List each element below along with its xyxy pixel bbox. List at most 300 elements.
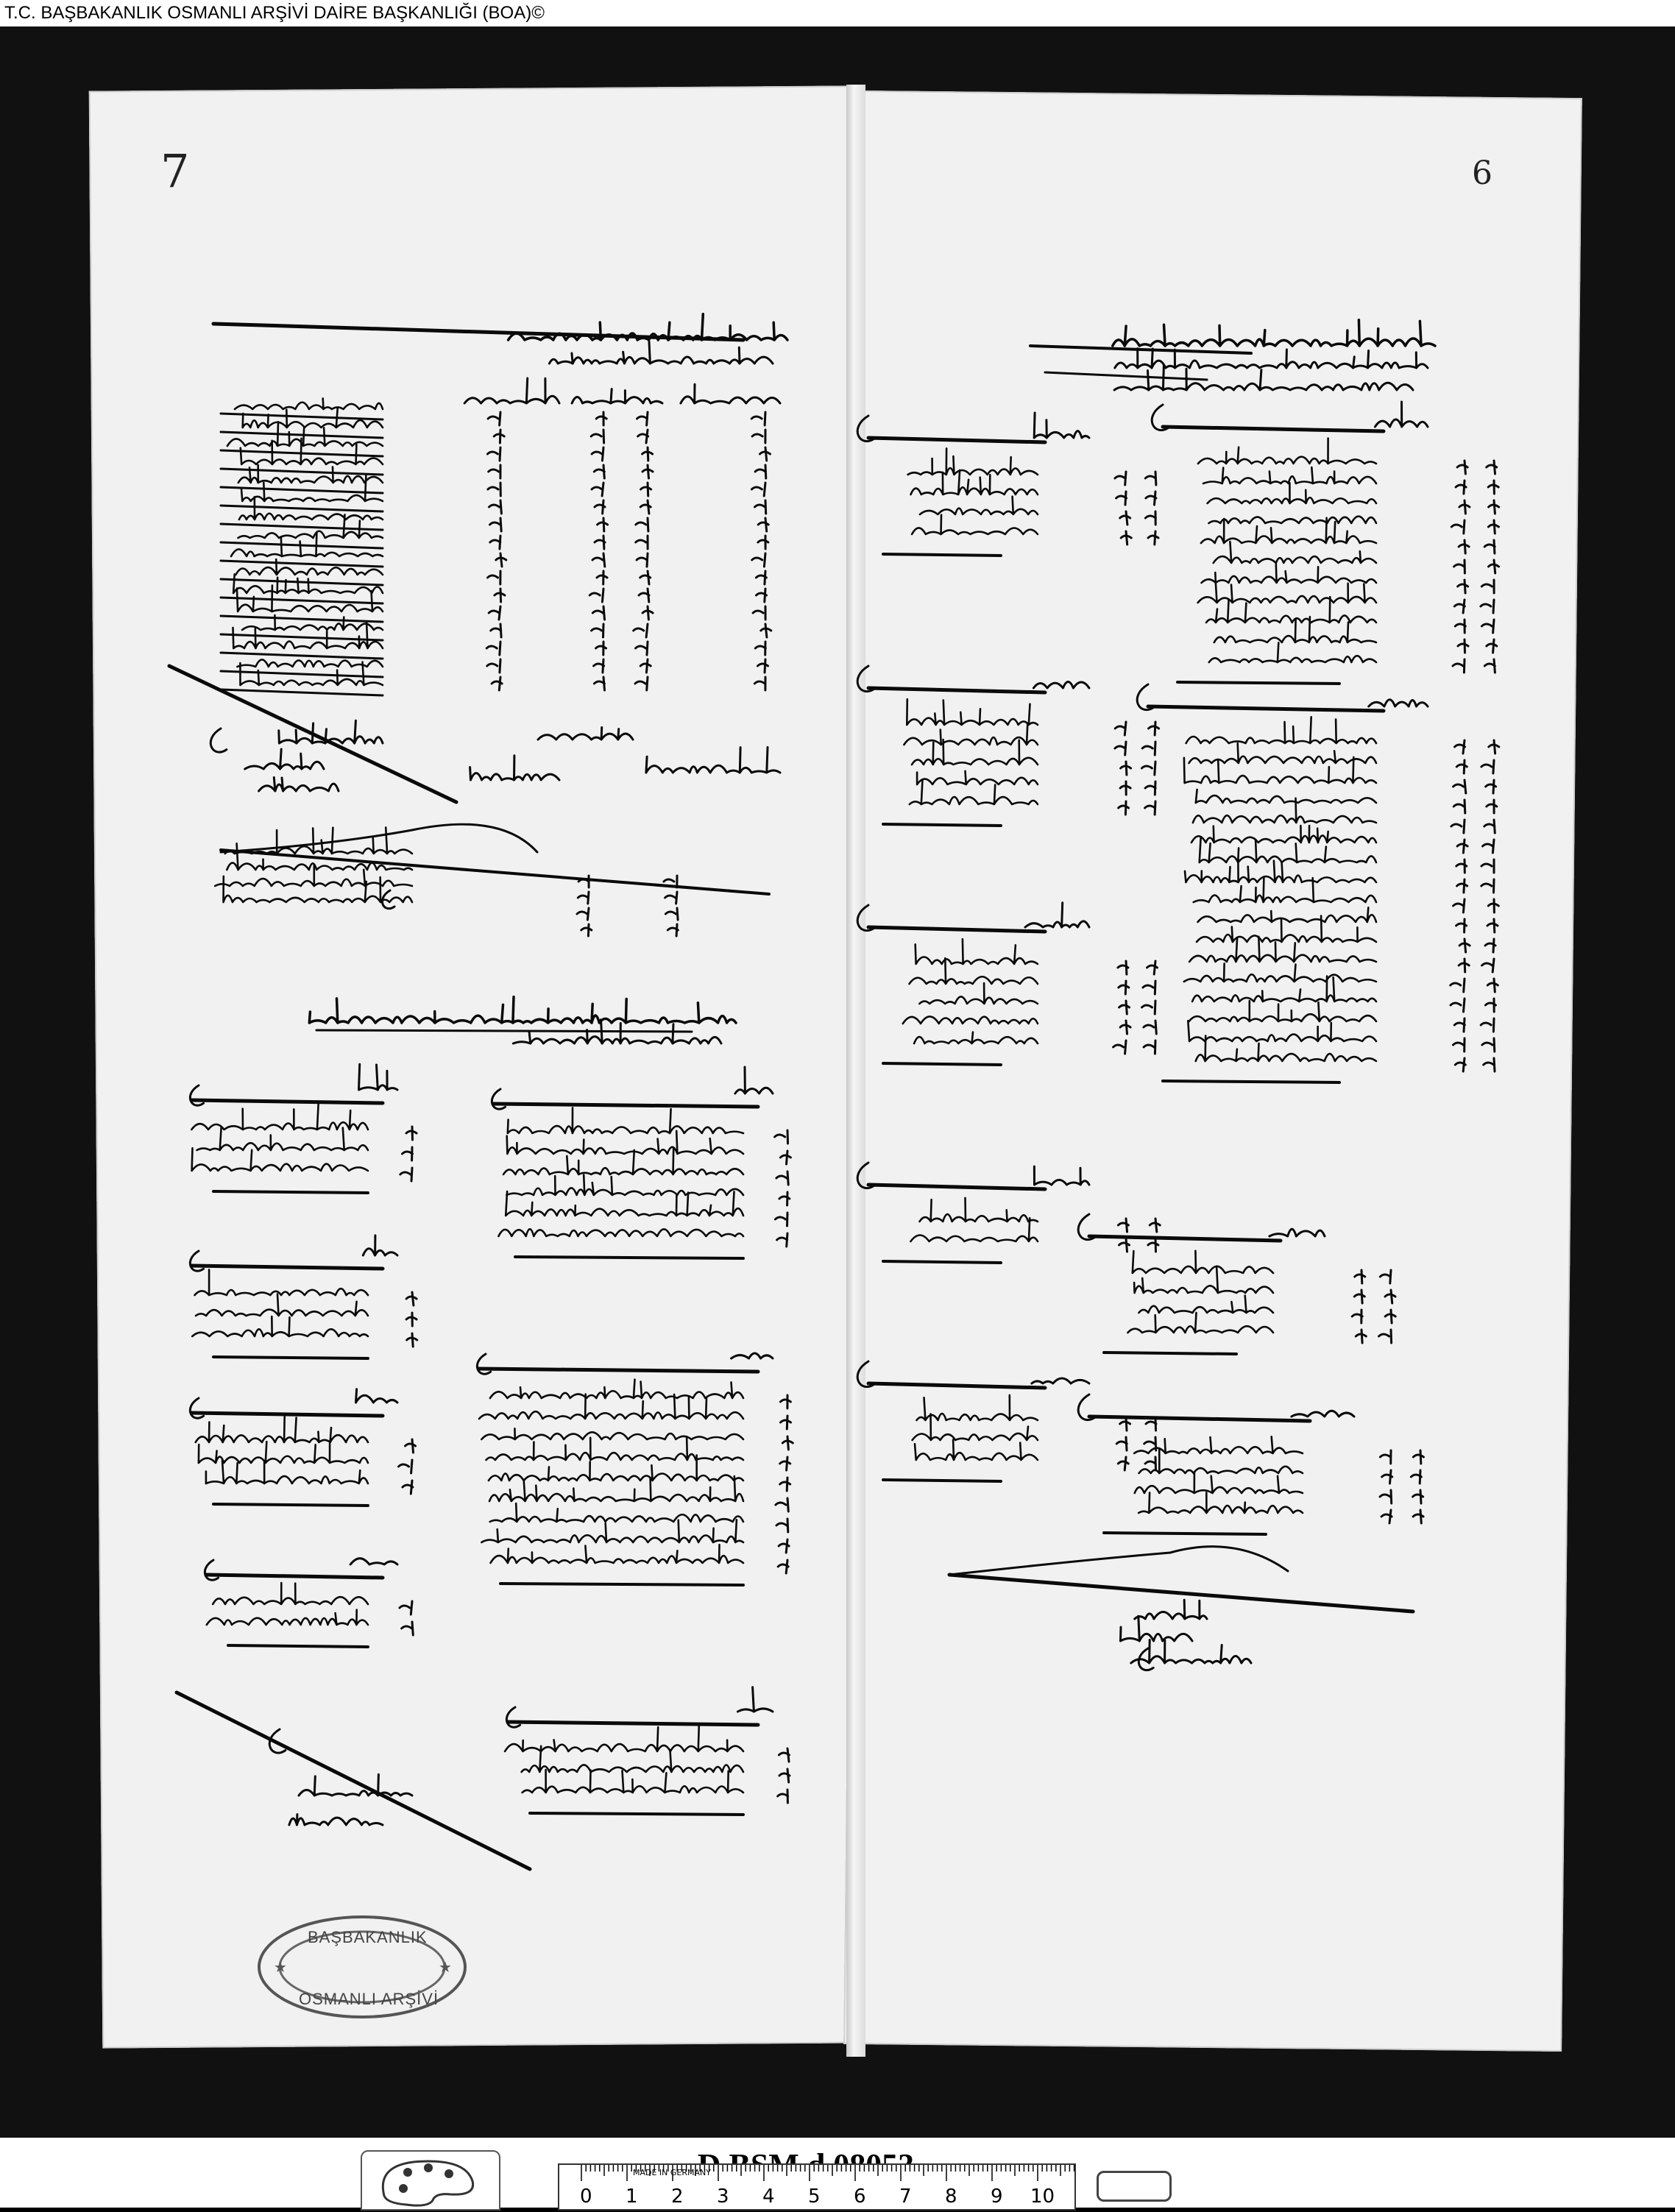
handwriting-line xyxy=(1134,1268,1273,1293)
ruled-line xyxy=(221,487,383,493)
handwriting-line xyxy=(207,1610,368,1625)
handwriting-line xyxy=(735,1067,773,1093)
ledger-figure xyxy=(1380,1270,1391,1283)
handwriting-line xyxy=(1189,1001,1377,1021)
handwriting-line xyxy=(490,1503,743,1522)
ledger-figure xyxy=(494,430,504,443)
ledger-figure xyxy=(594,677,604,690)
ledger-figure xyxy=(1356,1330,1366,1343)
handwriting-line xyxy=(915,1440,1038,1461)
ruled-line xyxy=(949,1575,1413,1612)
ledger-figure xyxy=(1481,1018,1494,1032)
ledger-figure xyxy=(1451,520,1465,533)
ledger-figure xyxy=(1148,531,1158,545)
handwriting-line xyxy=(197,1128,368,1150)
ruled-line xyxy=(868,927,1045,932)
ruled-line xyxy=(213,1191,368,1193)
ledger-figure xyxy=(1385,1290,1395,1303)
handwriting-line xyxy=(732,1353,773,1358)
ruler-number: 9 xyxy=(991,2186,1003,2208)
handwriting-line xyxy=(1208,483,1376,503)
ledger-figure xyxy=(496,553,506,567)
flourish xyxy=(477,1354,490,1374)
ledger-figure xyxy=(596,412,606,425)
handwriting-line xyxy=(1198,439,1376,464)
ledger-figure xyxy=(778,1790,788,1803)
ledger-figure xyxy=(1485,999,1495,1012)
ruled-line xyxy=(191,1266,383,1269)
handwriting-line xyxy=(481,1520,743,1542)
handwriting-line xyxy=(289,1815,383,1825)
ledger-figure xyxy=(780,1151,790,1164)
ledger-figure xyxy=(592,624,603,637)
ledger-figure xyxy=(1142,1001,1156,1014)
ruled-line xyxy=(883,1480,1001,1481)
ruled-line xyxy=(221,616,383,622)
flourish xyxy=(506,1707,520,1727)
handwriting-line xyxy=(919,983,1038,1004)
handwriting-line xyxy=(1113,320,1435,346)
ledger-figure xyxy=(1459,959,1469,972)
ledger-figure xyxy=(1119,1238,1130,1252)
ledger-figure xyxy=(1484,1058,1495,1071)
ledger-figure xyxy=(752,430,765,443)
handwriting-line xyxy=(508,1107,743,1133)
ruled-line xyxy=(221,524,383,530)
ledger-figure xyxy=(775,1130,788,1144)
ledger-figure xyxy=(399,1460,413,1473)
ledger-figure xyxy=(1145,1457,1155,1470)
palette-icon xyxy=(362,2152,499,2209)
handwriting-line xyxy=(1208,517,1376,523)
ruled-line xyxy=(191,1413,383,1416)
ledger-figure xyxy=(1115,722,1126,735)
handwriting-line xyxy=(1135,1600,1207,1619)
ledger-figure xyxy=(756,571,766,584)
ledger-figure xyxy=(1481,600,1494,613)
ledger-figure xyxy=(760,447,771,461)
flourish xyxy=(210,729,227,752)
ledger-figure xyxy=(634,624,648,637)
ledger-figure xyxy=(1456,919,1467,932)
ledger-figure xyxy=(1484,820,1495,833)
ledger-figure xyxy=(1457,879,1467,893)
ruler-number: 10 xyxy=(1030,2186,1055,2208)
ledger-figure xyxy=(407,1333,417,1347)
handwriting-line xyxy=(913,1414,1038,1440)
right-folio-number: 6 xyxy=(1472,155,1492,192)
ruled-line xyxy=(1089,1236,1281,1241)
ledger-figure xyxy=(490,518,502,531)
ledger-figure xyxy=(1119,1001,1130,1014)
handwriting-line xyxy=(490,1380,743,1398)
handwriting-line xyxy=(470,756,559,780)
ruler-number: 1 xyxy=(626,2186,638,2208)
handwriting-line xyxy=(1375,402,1428,427)
ledger-figure xyxy=(781,1416,791,1429)
ledger-figure xyxy=(641,483,651,496)
ledger-figure xyxy=(780,1478,790,1491)
ledger-figure xyxy=(1453,800,1465,813)
flourish xyxy=(190,1085,203,1105)
handwriting-line xyxy=(1269,1229,1325,1236)
ledger-figure xyxy=(1455,740,1465,754)
ledger-figure xyxy=(776,1498,788,1511)
ruled-line xyxy=(221,690,383,695)
ledger-figure xyxy=(1455,1058,1465,1071)
ledger-figure xyxy=(1413,1450,1423,1464)
ledger-figure xyxy=(1121,531,1131,545)
handwriting-line xyxy=(903,1016,1038,1024)
handwriting-line xyxy=(1138,1492,1303,1513)
ledger-figure xyxy=(1456,760,1467,773)
ledger-figure xyxy=(1484,659,1495,673)
ruler-number: 6 xyxy=(854,2186,866,2208)
handwriting-line xyxy=(737,1687,773,1712)
ledger-figure xyxy=(577,908,589,920)
handwriting-line xyxy=(917,1395,1038,1420)
ledger-figure xyxy=(1144,1021,1156,1034)
ledger-figure xyxy=(1481,580,1494,593)
ledger-figure xyxy=(578,892,589,904)
ledger-figure xyxy=(637,553,648,567)
ledger-figure xyxy=(1146,492,1156,505)
handwriting-line xyxy=(192,1148,368,1171)
ledger-figure xyxy=(1481,879,1494,893)
handwriting-line xyxy=(549,341,773,364)
handwriting-line xyxy=(479,1394,743,1419)
handwriting-line xyxy=(681,384,780,403)
ledger-figure xyxy=(1454,1018,1465,1032)
ledger-figure xyxy=(1380,1490,1392,1503)
ledger-figure xyxy=(1483,840,1495,853)
ruled-line xyxy=(515,1257,743,1258)
handwriting-line xyxy=(1214,542,1376,563)
ledger-figure xyxy=(758,518,768,531)
ruled-line xyxy=(883,554,1001,556)
ledger-figure xyxy=(1120,781,1130,795)
handwriting-line xyxy=(1202,564,1377,583)
ledger-figure xyxy=(1118,961,1128,974)
handwriting-line xyxy=(917,771,1038,784)
ledger-figure xyxy=(400,1168,412,1181)
ledger-figure xyxy=(642,606,653,620)
archive-label: T.C. BAŞBAKANLIK OSMANLI ARŞİVİ DAİRE BAŞKANLIĞI (BOA)© xyxy=(4,3,545,23)
ledger-figure xyxy=(592,606,604,620)
ledger-figure xyxy=(1458,639,1468,653)
handwriting-line xyxy=(464,378,559,403)
ledger-figure xyxy=(492,677,502,690)
handwriting-line xyxy=(523,1770,743,1793)
ledger-figure xyxy=(1385,1310,1395,1323)
handwriting-line xyxy=(1025,903,1089,927)
ledger-figure xyxy=(761,624,771,637)
ledger-figure xyxy=(1120,1021,1130,1034)
handwriting-line xyxy=(356,1389,398,1403)
ruled-line xyxy=(191,1100,383,1103)
ledger-figure xyxy=(755,500,766,514)
handwriting-line xyxy=(912,515,1038,534)
handwriting-line xyxy=(1184,963,1376,982)
ledger-figure xyxy=(776,1171,788,1185)
flourish xyxy=(205,1560,218,1580)
handwriting-line xyxy=(1191,826,1376,843)
ledger-figure xyxy=(1458,580,1468,593)
paper-clip-icon xyxy=(1097,2171,1172,2202)
ledger-figure xyxy=(495,589,505,602)
ledger-figure xyxy=(1120,1417,1130,1431)
ruled-line xyxy=(213,324,743,340)
ledger-figure xyxy=(1116,1437,1127,1450)
handwriting-line xyxy=(192,1316,368,1336)
handwriting-line xyxy=(920,1198,1038,1222)
ruled-line xyxy=(1089,1417,1310,1421)
ruler-number: 7 xyxy=(899,2186,912,2208)
ledger-figure xyxy=(1379,1330,1392,1343)
ledger-figure xyxy=(488,412,500,425)
handwriting-line xyxy=(491,1545,744,1563)
ledger-figure xyxy=(640,571,651,584)
ledger-figure xyxy=(1481,859,1494,873)
handwriting-line xyxy=(1203,467,1376,483)
ledger-figure xyxy=(1118,1457,1128,1470)
handwriting-line xyxy=(1133,1251,1273,1273)
ledger-figure xyxy=(782,1436,793,1450)
ruled-line xyxy=(1178,682,1339,684)
ledger-figure xyxy=(1454,600,1465,613)
handwriting-line xyxy=(363,1236,397,1255)
ledger-figure xyxy=(1457,840,1467,853)
handwriting-line xyxy=(646,748,780,773)
ledger-figure xyxy=(752,553,765,567)
ledger-figure xyxy=(780,1457,790,1470)
handwriting-line xyxy=(245,749,324,769)
ledger-figure xyxy=(636,518,648,531)
ledger-figure xyxy=(1489,500,1499,514)
ledger-figure xyxy=(403,1481,413,1494)
ledger-figure xyxy=(779,1192,790,1205)
ledger-figure xyxy=(1481,760,1494,773)
ledger-figure xyxy=(1488,899,1498,912)
ledger-figure xyxy=(591,430,603,443)
ledger-figure xyxy=(1485,939,1495,952)
ledger-figure xyxy=(1411,1470,1421,1483)
ledger-figure xyxy=(489,465,500,478)
ledger-figure xyxy=(1115,472,1126,485)
ledger-figure xyxy=(1457,461,1467,474)
ledger-figure xyxy=(1487,639,1497,653)
ledger-figure xyxy=(640,500,651,514)
ledger-figure xyxy=(776,1519,788,1532)
ruled-line xyxy=(883,824,1001,826)
handwriting-line xyxy=(1135,1472,1303,1493)
handwriting-line xyxy=(506,1175,743,1195)
measuring-ruler xyxy=(558,2163,1076,2211)
handwriting-line xyxy=(1138,1296,1273,1314)
ledger-figure xyxy=(665,908,678,920)
ruled-line xyxy=(478,1369,758,1372)
ledger-figure xyxy=(758,536,768,549)
archive-stamp xyxy=(255,1912,470,2022)
ledger-figure xyxy=(1120,511,1130,525)
ledger-figure xyxy=(1145,801,1155,815)
handwriting-line xyxy=(1198,583,1376,603)
ruled-line xyxy=(221,598,383,603)
ledger-figure xyxy=(1121,762,1131,775)
ledger-figure xyxy=(1451,820,1465,833)
ledger-figure xyxy=(754,677,765,690)
ledger-figure xyxy=(592,553,605,567)
ledger-figure xyxy=(595,536,605,549)
ledger-figure xyxy=(1455,620,1465,633)
ruled-line xyxy=(1163,1081,1339,1082)
ledger-figure xyxy=(1487,979,1498,992)
ledger-figure xyxy=(1147,961,1158,974)
handwriting-line xyxy=(350,1559,397,1564)
ledger-figure xyxy=(1488,520,1498,533)
ruled-line xyxy=(316,1030,692,1032)
ledger-figure xyxy=(1116,492,1127,505)
ruled-line xyxy=(883,1063,1001,1065)
ledger-figure xyxy=(636,642,648,655)
ledger-figure xyxy=(1354,1290,1364,1303)
stamp-bottom-text: OSMANLI ARŞİVİ xyxy=(299,1990,439,2008)
handwriting-line xyxy=(196,1294,368,1316)
left-folio-number: 7 xyxy=(160,144,190,198)
ledger-figure xyxy=(1115,742,1126,755)
ledger-figure xyxy=(1489,560,1499,573)
ledger-figure xyxy=(1141,762,1155,775)
ledger-figure xyxy=(779,1748,789,1762)
handwriting-line xyxy=(1034,413,1089,438)
ledger-figure xyxy=(594,659,604,673)
ledger-figure xyxy=(779,1539,789,1553)
ledger-figure xyxy=(1150,1219,1160,1232)
flourish xyxy=(949,1547,1288,1575)
ledger-figure xyxy=(665,892,677,904)
ruled-line xyxy=(868,1185,1045,1189)
ledger-figure xyxy=(1489,740,1499,754)
handwriting-line xyxy=(904,723,1038,745)
handwriting-line xyxy=(1032,1378,1089,1383)
svg-text:★: ★ xyxy=(439,1958,452,1976)
ledger-figure xyxy=(755,642,765,655)
ruled-line xyxy=(228,1645,368,1647)
flourish xyxy=(190,1398,203,1418)
handwriting-line xyxy=(215,865,412,886)
ledger-figure xyxy=(488,483,500,496)
ledger-figure xyxy=(780,1395,790,1408)
handwriting-line xyxy=(916,939,1038,964)
ledger-figure xyxy=(1413,1490,1423,1503)
ledger-figure xyxy=(1482,959,1494,972)
handwriting-line xyxy=(1196,790,1376,803)
ruled-line xyxy=(500,1584,743,1585)
ledger-figure xyxy=(775,1213,787,1226)
ledger-figure xyxy=(1148,1238,1158,1252)
handwriting-line xyxy=(1034,1166,1089,1185)
ledger-figure xyxy=(1118,1219,1128,1232)
ledger-figure xyxy=(1482,1038,1495,1052)
ledger-figure xyxy=(1487,800,1497,813)
ledger-figure xyxy=(1413,1510,1423,1523)
ledger-figure xyxy=(753,606,765,620)
ruled-line xyxy=(221,653,383,659)
ledger-figure xyxy=(1142,742,1155,755)
ledger-figure xyxy=(1488,481,1498,494)
ruled-line xyxy=(868,688,1045,692)
handwriting-line xyxy=(507,1131,743,1154)
ruler-number: 5 xyxy=(808,2186,821,2208)
ruled-line xyxy=(1148,706,1384,711)
handwriting-line xyxy=(503,1148,743,1174)
ruled-line xyxy=(206,1575,383,1578)
handwriting-line xyxy=(1127,1313,1273,1333)
ruled-line xyxy=(868,438,1045,442)
handwriting-line xyxy=(1033,682,1089,688)
ruled-line xyxy=(221,561,383,567)
ledger-figure xyxy=(595,500,605,514)
district-name xyxy=(237,659,383,667)
ledger-figure xyxy=(1453,780,1466,793)
handwriting-line xyxy=(486,1436,744,1460)
ledger-figure xyxy=(487,659,500,673)
ledger-figure xyxy=(490,536,500,549)
ledger-figure xyxy=(639,589,649,602)
ledger-figure xyxy=(636,536,648,549)
ruled-line xyxy=(221,414,383,419)
ledger-figure xyxy=(491,624,501,637)
ledger-figure xyxy=(1487,919,1498,932)
ledger-figure xyxy=(589,589,603,602)
handwriting-line xyxy=(489,1476,743,1501)
ledger-figure xyxy=(1113,1041,1126,1054)
ledger-figure xyxy=(1143,981,1155,994)
handwriting-line xyxy=(1189,743,1377,763)
ledger-figure xyxy=(598,518,608,531)
ledger-figure xyxy=(597,571,607,584)
ledger-figure xyxy=(592,447,603,461)
handwriting-line xyxy=(481,1428,743,1439)
flourish xyxy=(190,1251,203,1271)
ledger-figure xyxy=(1453,1038,1465,1052)
ruled-line xyxy=(1104,1533,1266,1534)
stamp-top-text: BAŞBAKANLIK xyxy=(308,1928,428,1946)
ledger-figure xyxy=(1484,540,1495,553)
ruled-line xyxy=(530,1813,743,1815)
ruled-line xyxy=(508,1722,758,1725)
ledger-figure xyxy=(406,1292,417,1305)
ledger-figure xyxy=(1119,801,1129,815)
ledger-figure xyxy=(637,412,648,425)
handwriting-line xyxy=(309,997,736,1023)
handwriting-line xyxy=(213,1583,368,1604)
ledger-figure xyxy=(1382,1470,1392,1483)
ruled-line xyxy=(213,1504,368,1506)
district-name xyxy=(235,398,383,409)
ledger-figure xyxy=(751,412,765,425)
ruled-line xyxy=(1045,372,1207,380)
ruler-number: 0 xyxy=(580,2186,592,2208)
ledger-figure xyxy=(1381,1510,1392,1523)
ruled-line xyxy=(221,671,383,677)
color-palette-card xyxy=(361,2150,500,2211)
handwriting-line xyxy=(196,1417,368,1442)
ledger-figure xyxy=(1459,939,1470,952)
ledger-figure xyxy=(1453,659,1465,673)
handwriting-line xyxy=(538,728,633,740)
ledger-figure xyxy=(1149,722,1159,735)
